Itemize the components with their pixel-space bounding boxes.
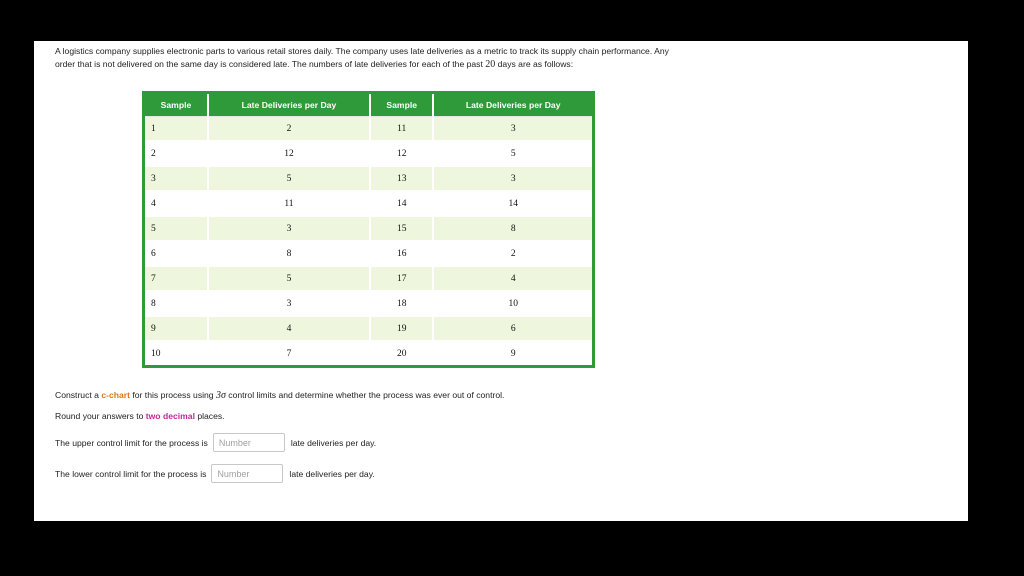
ucl-unit: late deliveries per day. xyxy=(290,437,377,448)
problem-intro xyxy=(55,45,675,71)
table-row xyxy=(144,291,594,316)
table-row xyxy=(144,266,594,291)
intro-days-count: 20 xyxy=(485,59,496,70)
task-instruction xyxy=(55,390,504,401)
ucl-label: The upper control limit for the process is xyxy=(55,437,208,448)
c-chart-link[interactable]: c-chart xyxy=(101,390,130,400)
cell-sample: 13 xyxy=(370,166,433,191)
cell-late-deliveries: 4 xyxy=(208,316,370,341)
cell-sample: 15 xyxy=(370,216,433,241)
task-middle: for this process using xyxy=(130,390,216,400)
late-deliveries-table xyxy=(142,91,595,368)
cell-sample: 8 xyxy=(144,291,208,316)
cell-sample: 12 xyxy=(370,141,433,166)
table-row xyxy=(144,216,594,241)
question-card xyxy=(34,41,968,521)
cell-sample: 18 xyxy=(370,291,433,316)
cell-late-deliveries: 10 xyxy=(433,291,593,316)
ucl-input[interactable] xyxy=(213,433,285,452)
task-before: Construct a xyxy=(55,390,102,400)
cell-late-deliveries: 6 xyxy=(433,316,593,341)
lcl-answer-row xyxy=(55,464,375,483)
cell-sample: 14 xyxy=(370,191,433,216)
two-decimal-highlight: two decimal xyxy=(145,411,195,421)
cell-late-deliveries: 8 xyxy=(208,241,370,266)
header-late-deliveries-1: Late Deliveries per Day xyxy=(208,93,370,117)
cell-late-deliveries: 2 xyxy=(208,117,370,142)
rounding-instruction xyxy=(55,411,225,421)
cell-sample: 20 xyxy=(370,341,433,367)
header-sample-1: Sample xyxy=(144,93,208,117)
cell-sample: 17 xyxy=(370,266,433,291)
cell-late-deliveries: 3 xyxy=(433,117,593,142)
round-before: Round your answers to xyxy=(55,411,146,421)
cell-late-deliveries: 2 xyxy=(433,241,593,266)
cell-sample: 7 xyxy=(144,266,208,291)
cell-late-deliveries: 3 xyxy=(208,216,370,241)
cell-late-deliveries: 3 xyxy=(433,166,593,191)
table-row xyxy=(144,117,594,142)
cell-sample: 2 xyxy=(144,141,208,166)
intro-text-after: days are as follows: xyxy=(495,59,574,69)
table-row xyxy=(144,316,594,341)
cell-late-deliveries: 11 xyxy=(208,191,370,216)
lcl-input[interactable] xyxy=(211,464,283,483)
cell-sample: 4 xyxy=(144,191,208,216)
cell-sample: 19 xyxy=(370,316,433,341)
cell-late-deliveries: 5 xyxy=(208,166,370,191)
lcl-unit: late deliveries per day. xyxy=(289,468,375,479)
cell-late-deliveries: 9 xyxy=(433,341,593,367)
cell-late-deliveries: 7 xyxy=(208,341,370,367)
cell-sample: 5 xyxy=(144,216,208,241)
intro-text-before: A logistics company supplies electronic parts to various retail stores daily. The company uses late deliveries as a metric to track its supply chain performance. Any order that is not delivered on the same day is considered late. The numbers of late deliveries for each of the past xyxy=(55,46,669,69)
sigma-limit: 3σ xyxy=(215,390,226,401)
cell-sample: 16 xyxy=(370,241,433,266)
cell-sample: 1 xyxy=(144,117,208,142)
cell-sample: 11 xyxy=(370,117,433,142)
cell-late-deliveries: 8 xyxy=(433,216,593,241)
cell-sample: 3 xyxy=(144,166,208,191)
cell-sample: 10 xyxy=(144,341,208,367)
table-row xyxy=(144,141,594,166)
cell-late-deliveries: 4 xyxy=(433,266,593,291)
table-row xyxy=(144,191,594,216)
table-row xyxy=(144,341,594,367)
cell-sample: 6 xyxy=(144,241,208,266)
table-row xyxy=(144,166,594,191)
cell-late-deliveries: 3 xyxy=(208,291,370,316)
table-row xyxy=(144,241,594,266)
task-after: control limits and determine whether the process was ever out of control. xyxy=(225,390,505,400)
cell-late-deliveries: 5 xyxy=(433,141,593,166)
header-sample-2: Sample xyxy=(370,93,433,117)
lcl-label: The lower control limit for the process is xyxy=(55,468,207,479)
cell-late-deliveries: 12 xyxy=(208,141,370,166)
round-after: places. xyxy=(194,411,225,421)
cell-late-deliveries: 14 xyxy=(433,191,593,216)
table-header-row xyxy=(144,93,594,117)
cell-sample: 9 xyxy=(144,316,208,341)
header-late-deliveries-2: Late Deliveries per Day xyxy=(433,93,593,117)
cell-late-deliveries: 5 xyxy=(208,266,370,291)
ucl-answer-row xyxy=(55,433,376,452)
